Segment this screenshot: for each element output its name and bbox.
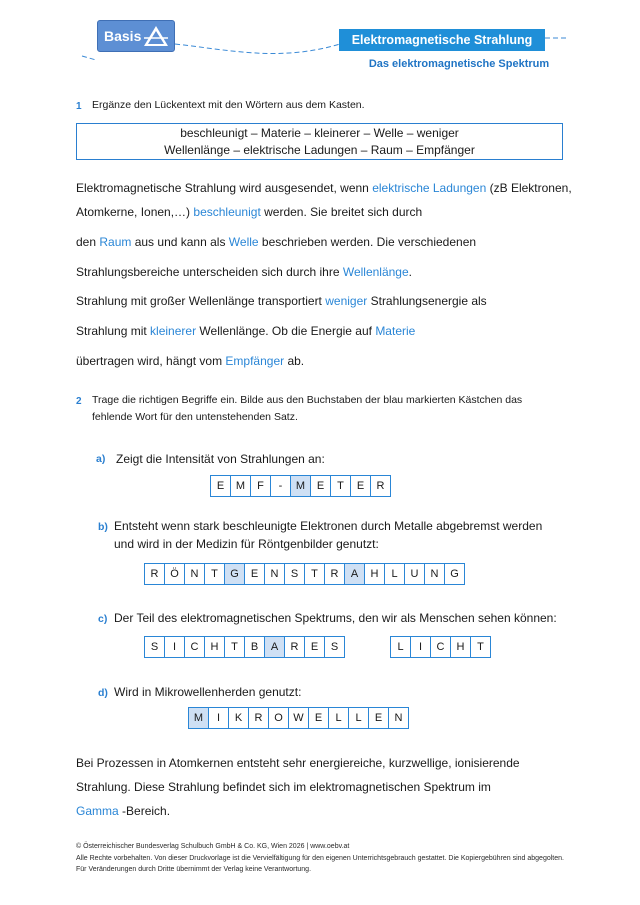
footer-line-3: Für Veränderungen durch Dritte übernimmt der Verlag keine Verantwortung. bbox=[76, 866, 312, 873]
closing-line-3 bbox=[76, 804, 170, 818]
cloze-text-fragment: Strahlungsenergie als bbox=[367, 294, 487, 308]
item-b-text-line-1: Entsteht wenn stark beschleunigte Elektronen durch Metalle abgebremst werden bbox=[114, 519, 543, 533]
letter-cell[interactable]: E bbox=[244, 563, 265, 585]
footer bbox=[76, 841, 564, 876]
letter-cell[interactable]: B bbox=[244, 636, 265, 658]
letter-cell[interactable]: R bbox=[284, 636, 305, 658]
footer-line-1: © Österreichischer Bundesverlag Schulbuch GmbH & Co. KG, Wien 2026 | www.oebv.at bbox=[76, 843, 350, 850]
letter-cell[interactable]: R bbox=[144, 563, 165, 585]
cloze-answer: weniger bbox=[325, 294, 368, 308]
word-box-line-1: beschleunigt – Materie – kleinerer – Welle – weniger bbox=[180, 126, 459, 140]
cloze-text-fragment: ab. bbox=[284, 354, 305, 368]
letter-cell[interactable]: H bbox=[364, 563, 385, 585]
cloze-answer: Materie bbox=[375, 324, 416, 338]
letter-cell[interactable]: E bbox=[210, 475, 231, 497]
item-a-letter-grid bbox=[211, 475, 391, 497]
marked-letter-cell[interactable]: M bbox=[290, 475, 311, 497]
letter-cell[interactable]: H bbox=[450, 636, 471, 658]
letter-cell[interactable]: C bbox=[184, 636, 205, 658]
letter-cell[interactable]: F bbox=[250, 475, 271, 497]
page-title: Elektromagnetische Strahlung bbox=[339, 29, 545, 51]
cloze-answer: kleinerer bbox=[150, 324, 197, 338]
cloze-text-fragment: beschrieben werden. Die verschiedenen bbox=[258, 235, 477, 249]
item-c-text: Der Teil des elektromagnetischen Spektrums, den wir als Menschen sehen können: bbox=[114, 611, 557, 625]
letter-cell[interactable]: - bbox=[270, 475, 291, 497]
cloze-answer: beschleunigt bbox=[193, 205, 261, 219]
task-2-number: 2 bbox=[76, 396, 82, 407]
cloze-text-fragment: aus und kann als bbox=[131, 235, 229, 249]
cloze-text-fragment: Atomkerne, Ionen,…) bbox=[76, 205, 194, 219]
cloze-line bbox=[76, 354, 304, 368]
cloze-answer: Wellenlänge bbox=[342, 265, 409, 279]
item-a-text: Zeigt die Intensität von Strahlungen an: bbox=[116, 452, 325, 466]
letter-cell[interactable]: S bbox=[144, 636, 165, 658]
cloze-text-fragment: Strahlungsbereiche unterscheiden sich durch ihre bbox=[76, 265, 343, 279]
task-2-instruction bbox=[92, 392, 522, 426]
word-box-line-2: Wellenlänge – elektrische Ladungen – Raum – Empfänger bbox=[164, 143, 475, 157]
marked-letter-cell[interactable]: M bbox=[188, 707, 209, 729]
item-c-letter-grid-2 bbox=[391, 636, 491, 658]
marked-letter-cell[interactable]: A bbox=[344, 563, 365, 585]
letter-cell[interactable]: N bbox=[424, 563, 445, 585]
letter-cell[interactable]: K bbox=[228, 707, 249, 729]
letter-cell[interactable]: G bbox=[444, 563, 465, 585]
cloze-text-fragment: (zB Elektronen, bbox=[486, 181, 572, 195]
triangle-logo-icon bbox=[142, 24, 170, 48]
logo-text: Basis bbox=[104, 28, 142, 44]
letter-cell[interactable]: T bbox=[330, 475, 351, 497]
closing-end: -Bereich. bbox=[118, 804, 171, 818]
closing-answer: Gamma bbox=[76, 804, 119, 818]
letter-cell[interactable]: S bbox=[324, 636, 345, 658]
letter-cell[interactable]: I bbox=[410, 636, 431, 658]
letter-cell[interactable]: L bbox=[328, 707, 349, 729]
cloze-answer: Empfänger bbox=[225, 354, 285, 368]
letter-cell[interactable]: L bbox=[390, 636, 411, 658]
letter-cell[interactable]: H bbox=[204, 636, 225, 658]
item-d-letter: d) bbox=[98, 687, 108, 699]
marked-letter-cell[interactable]: A bbox=[264, 636, 285, 658]
letter-cell[interactable]: N bbox=[388, 707, 409, 729]
item-c-letter: c) bbox=[98, 613, 108, 625]
task-1-instruction: Ergänze den Lückentext mit den Wörtern aus dem Kasten. bbox=[92, 99, 365, 111]
letter-cell[interactable]: Ö bbox=[164, 563, 185, 585]
letter-cell[interactable]: T bbox=[470, 636, 491, 658]
letter-cell[interactable]: E bbox=[368, 707, 389, 729]
cloze-text-fragment: übertragen wird, hängt vom bbox=[76, 354, 226, 368]
page-subtitle: Das elektromagnetische Spektrum bbox=[368, 58, 550, 70]
letter-cell[interactable]: L bbox=[384, 563, 405, 585]
item-d-text: Wird in Mikrowellenherden genutzt: bbox=[114, 685, 302, 699]
letter-cell[interactable]: I bbox=[208, 707, 229, 729]
letter-cell[interactable]: M bbox=[230, 475, 251, 497]
word-box bbox=[76, 123, 563, 160]
cloze-text-fragment: den bbox=[76, 235, 100, 249]
task-1-number: 1 bbox=[76, 101, 82, 112]
letter-cell[interactable]: E bbox=[308, 707, 329, 729]
cloze-text-fragment: Wellenlänge. Ob die Energie auf bbox=[196, 324, 376, 338]
letter-cell[interactable]: L bbox=[348, 707, 369, 729]
cloze-text-fragment: Strahlung mit bbox=[76, 324, 151, 338]
letter-cell[interactable]: N bbox=[264, 563, 285, 585]
letter-cell[interactable]: W bbox=[288, 707, 309, 729]
closing-line-2: Strahlung. Diese Strahlung befindet sich im elektromagnetischen Spektrum im bbox=[76, 780, 491, 794]
cloze-text-fragment: werden. Sie breitet sich durch bbox=[260, 205, 423, 219]
cloze-answer: Raum bbox=[99, 235, 132, 249]
letter-cell[interactable]: I bbox=[164, 636, 185, 658]
closing-line-1: Bei Prozessen in Atomkernen entsteht sehr energiereiche, kurzwellige, ionisierende bbox=[76, 756, 520, 770]
letter-cell[interactable]: E bbox=[350, 475, 371, 497]
letter-cell[interactable]: T bbox=[224, 636, 245, 658]
letter-cell[interactable]: U bbox=[404, 563, 425, 585]
task-2-instruction-line-1: Trage die richtigen Begriffe ein. Bilde aus den Buchstaben der blau markierten Kästchen das bbox=[92, 394, 523, 406]
item-b-letter-grid bbox=[145, 563, 465, 585]
basis-logo bbox=[97, 20, 175, 52]
cloze-text-fragment: Strahlung mit großer Wellenlänge transportiert bbox=[76, 294, 326, 308]
letter-cell[interactable]: C bbox=[430, 636, 451, 658]
cloze-line bbox=[76, 294, 487, 308]
cloze-answer: Welle bbox=[228, 235, 259, 249]
footer-line-2: Alle Rechte vorbehalten. Von dieser Druckvorlage ist die Vervielfältigung für den eigenen Unterrichtsgebrauch gestattet. Die Kopiergebühren sind abgegolten. bbox=[76, 854, 564, 862]
cloze-line bbox=[76, 181, 572, 195]
item-b-text bbox=[114, 517, 542, 553]
cloze-line bbox=[76, 324, 415, 338]
cloze-line bbox=[76, 205, 422, 219]
letter-cell[interactable]: T bbox=[304, 563, 325, 585]
letter-cell[interactable]: O bbox=[268, 707, 289, 729]
cloze-answer: elektrische Ladungen bbox=[372, 181, 487, 195]
task-2-instruction-line-2: fehlende Wort für den untenstehenden Satz. bbox=[92, 411, 298, 423]
marked-letter-cell[interactable]: G bbox=[224, 563, 245, 585]
item-d-letter-grid bbox=[189, 707, 409, 729]
cloze-text-fragment: . bbox=[408, 265, 412, 279]
letter-cell[interactable]: N bbox=[184, 563, 205, 585]
item-b-letter: b) bbox=[98, 521, 108, 533]
item-a-letter: a) bbox=[96, 453, 106, 465]
letter-cell[interactable]: R bbox=[248, 707, 269, 729]
cloze-line bbox=[76, 235, 476, 249]
cloze-line bbox=[76, 265, 412, 279]
letter-cell[interactable]: S bbox=[284, 563, 305, 585]
letter-cell[interactable]: E bbox=[310, 475, 331, 497]
item-b-text-line-2: und wird in der Medizin für Röntgenbilder genutzt: bbox=[114, 537, 379, 551]
letter-cell[interactable]: E bbox=[304, 636, 325, 658]
letter-cell[interactable]: R bbox=[324, 563, 345, 585]
item-c-letter-grid-1 bbox=[145, 636, 345, 658]
letter-cell[interactable]: T bbox=[204, 563, 225, 585]
cloze-text-fragment: Elektromagnetische Strahlung wird ausgesendet, wenn bbox=[76, 181, 373, 195]
letter-cell[interactable]: R bbox=[370, 475, 391, 497]
